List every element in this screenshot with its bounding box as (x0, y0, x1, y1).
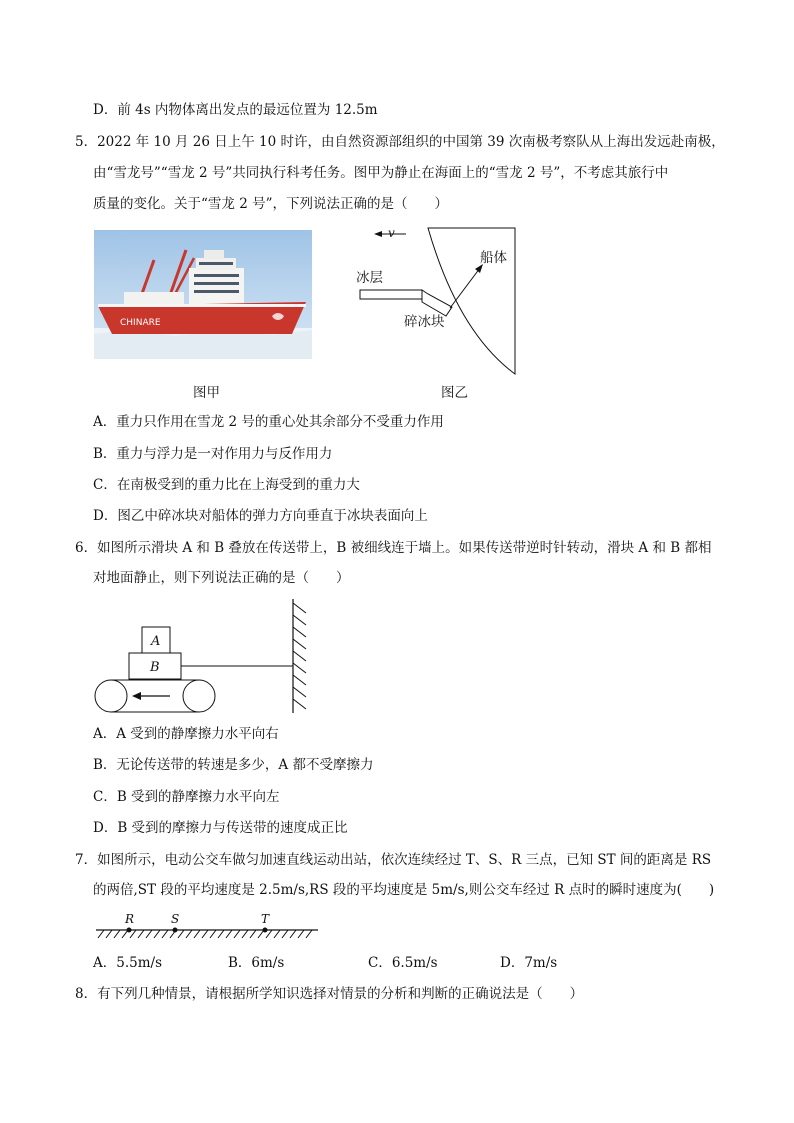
q5-stem-line2: 由“雪龙号”“雪龙 2 号”共同执行科考任务。图甲为静止在海面上的“雪龙 2 号”，不考虑其旅行中 (93, 165, 669, 181)
ship-photo (94, 230, 312, 359)
q6-option-a: A．A 受到的静摩擦力水平向右 (93, 726, 279, 742)
q7-option-c: C．6.5m/s (368, 955, 438, 971)
q6-option-b: B．无论传送带的转速是多少，A 都不受摩擦力 (93, 757, 374, 773)
point-r-label: R (125, 912, 135, 926)
q8-stem-line1: 8．有下列几种情景，请根据所学知识选择对情景的分析和判断的正确说法是（ ） (75, 986, 584, 1002)
velocity-label: v (388, 226, 395, 240)
q7-stem-line2: 的两倍,ST 段的平均速度是 2.5m/s,RS 段的平均速度是 5m/s,则公交车经过 R 点时的瞬时速度为( ) (93, 882, 715, 898)
q7-option-b: B．6m/s (228, 955, 285, 971)
q5-stem-line3: 质量的变化。关于“雪龙 2 号”，下列说法正确的是（ ） (93, 196, 448, 212)
q5-option-a: A．重力只作用在雪龙 2 号的重心处其余部分不受重力作用 (93, 414, 444, 430)
road-diagram (94, 908, 322, 942)
q6-option-d: D．B 受到的摩擦力与传送带的速度成正比 (93, 820, 348, 836)
q7-option-a: A．5.5m/s (93, 955, 162, 971)
hull-label: 船体 (480, 250, 507, 266)
q6-option-c: C．B 受到的静摩擦力水平向左 (93, 789, 280, 805)
broken-ice-label: 碎冰块 (404, 314, 445, 330)
figure-yi-caption: 图乙 (441, 385, 468, 401)
q5-option-b: B．重力与浮力是一对作用力与反作用力 (93, 446, 333, 462)
ice-layer-label: 冰层 (356, 270, 383, 286)
block-b-label: B (150, 660, 160, 675)
point-t-label: T (261, 912, 270, 926)
q6-stem-line1: 6．如图所示滑块 A 和 B 叠放在传送带上，B 被细线连于墙上。如果传送带逆时针转动，滑块 A 和 B 都相 (75, 540, 712, 556)
q7-option-d: D．7m/s (500, 955, 558, 971)
point-s-label: S (171, 912, 180, 926)
q7-stem-line1: 7．如图所示，电动公交车做匀加速直线运动出站，依次连续经过 T、S、R 三点，已知 ST 间的距离是 RS (75, 852, 712, 868)
hull-ice-diagram (340, 222, 530, 382)
q5-stem-line1: 5．2022 年 10 月 26 日上午 10 时许，由自然资源部组织的中国第 39 次南极考察队从上海出发远赴南极， (75, 134, 725, 150)
ship-hull-text: CHINARE (120, 318, 161, 328)
q6-stem-line2: 对地面静止，则下列说法正确的是（ ） (93, 570, 350, 586)
q4-option-d: D．前 4s 内物体离出发点的最远位置为 12.5m (93, 102, 378, 118)
figure-jia-caption: 图甲 (193, 385, 220, 401)
q5-option-c: C．在南极受到的重力比在上海受到的重力大 (93, 477, 360, 493)
conveyor-diagram (90, 595, 315, 715)
q5-option-d: D．图乙中碎冰块对船体的弹力方向垂直于冰块表面向上 (93, 508, 428, 524)
block-a-label: A (151, 634, 161, 649)
